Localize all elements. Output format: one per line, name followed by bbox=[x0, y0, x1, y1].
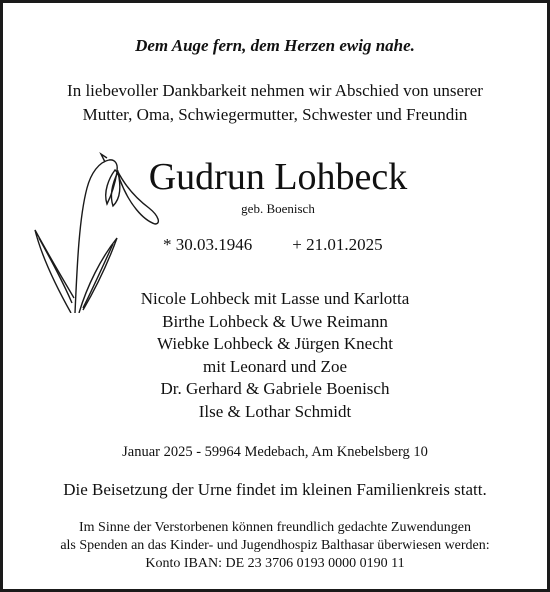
mourner-line: Dr. Gerhard & Gabriele Boenisch bbox=[160, 379, 390, 398]
burial-note: Die Beisetzung der Urne findet im kleinen Familienkreis statt. bbox=[63, 480, 487, 499]
mourner-line: mit Leonard und Zoe bbox=[203, 356, 347, 376]
birth-name: geb. Boenisch bbox=[241, 201, 315, 216]
mourner-line: Birthe Lohbeck & Uwe Reimann bbox=[162, 311, 388, 331]
death-date: + 21.01.2025 bbox=[292, 235, 383, 254]
mourner-line: Wiebke Lohbeck & Jürgen Knecht bbox=[157, 334, 393, 353]
intro-line-1: In liebevoller Dankbarkeit nehmen wir Abschied von unserer bbox=[67, 81, 483, 100]
birth-date: * 30.03.1946 bbox=[163, 235, 253, 254]
donation-line-2: als Spenden an das Kinder- und Jugendhospiz Balthasar überwiesen werden: bbox=[60, 538, 490, 553]
address-line: Januar 2025 - 59964 Medebach, Am Knebelsberg 10 bbox=[122, 444, 428, 460]
mourner-line: Ilse & Lothar Schmidt bbox=[198, 401, 352, 421]
donation-note bbox=[3, 519, 547, 573]
intro-line-2: Mutter, Oma, Schwiegermutter, Schwester und Freundin bbox=[82, 105, 468, 124]
mourner-line: Nicole Lohbeck mit Lasse und Karlotta bbox=[140, 289, 410, 308]
life-dates bbox=[163, 235, 383, 255]
motto: Dem Auge fern, dem Herzen ewig nahe. bbox=[135, 36, 415, 55]
deceased-name: Gudrun Lohbeck bbox=[148, 156, 408, 198]
donation-iban: Konto IBAN: DE 23 3706 0193 0000 0190 11 bbox=[145, 556, 405, 571]
mourners-list bbox=[3, 288, 547, 423]
donation-line-1: Im Sinne der Verstorbenen können freundlich gedachte Zuwendungen bbox=[78, 520, 471, 535]
